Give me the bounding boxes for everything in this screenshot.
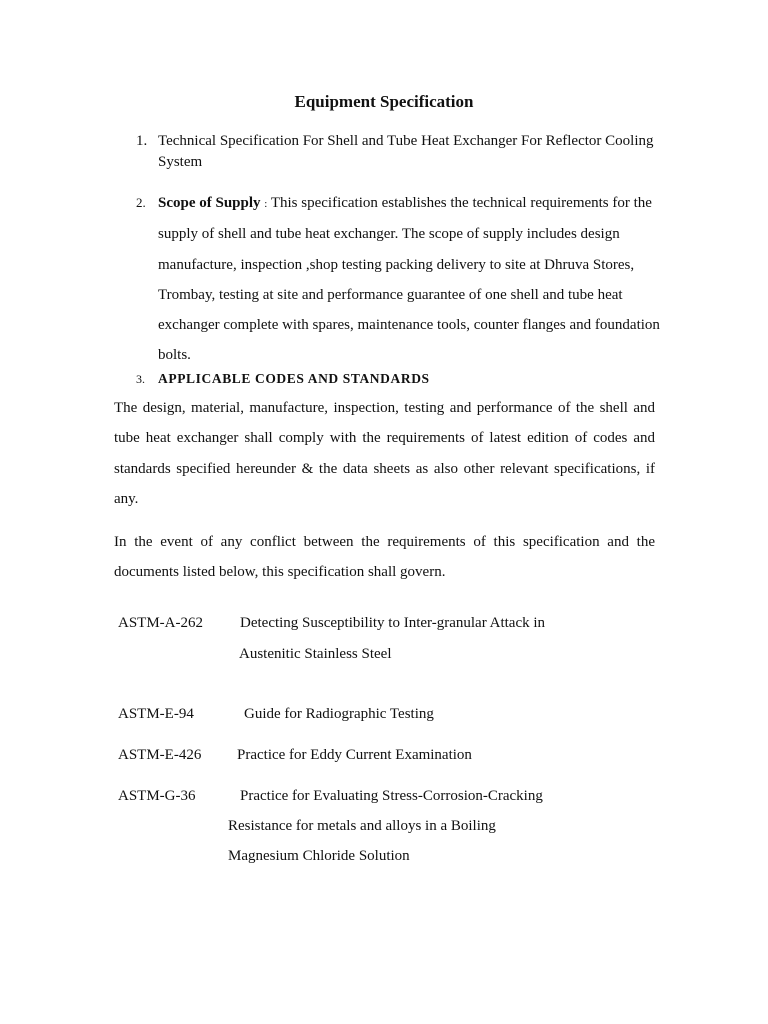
paragraph-compliance: The design, material, manufacture, inspection, testing and performance of the shell and tube heat exchanger shall comply with the requirements of latest edition of codes and standards specified hereunder & the data sheets as also other relevant specifications, if any. [114, 400, 655, 507]
scope-of-supply-label: Scope of Supply [158, 195, 261, 211]
list-item-number: 2. [136, 195, 146, 210]
document-title: Equipment Specification [294, 92, 474, 111]
list-item-text: Technical Specification For Shell and Tube Heat Exchanger For Reflector Cooling System [158, 133, 654, 170]
list-item-text [158, 188, 676, 371]
list-item-scope-of-supply [136, 188, 676, 371]
section-heading: APPLICABLE CODES AND STANDARDS [158, 371, 430, 386]
paragraph-conflict: In the event of any conflict between the requirements of this specification and the documents listed below, this specification shall govern. [114, 534, 655, 581]
list-item-technical-specification [136, 131, 676, 173]
standard-description-line: Practice for Evaluating Stress-Corrosion-Cracking [240, 788, 543, 804]
standard-description-line: Resistance for metals and alloys in a Boiling [228, 818, 496, 834]
standard-description-line: Guide for Radiographic Testing [244, 706, 434, 722]
scope-colon: : [264, 198, 268, 210]
standard-description-line: Detecting Susceptibility to Inter-granular Attack in [240, 615, 546, 631]
standard-description-line: Magnesium Chloride Solution [228, 848, 410, 864]
standard-code: ASTM-A-262 [118, 615, 203, 631]
standard-description-line: Practice for Eddy Current Examination [237, 747, 472, 763]
list-item-number: 1. [136, 133, 148, 149]
standard-code: ASTM-E-94 [118, 706, 194, 722]
list-item-number: 3. [136, 372, 145, 386]
standard-code: ASTM-E-426 [118, 747, 202, 763]
scope-of-supply-text: This specification establishes the technical requirements for the supply of shell and tube heat exchanger. The scope of supply includes design manufacture, inspection ,shop testing packing delivery to site at Dhruva Stores, Trombay, testing at site and performance guarantee of one shell and tube heat exchanger complete with spares, maintenance tools, counter flanges and foundation bolts. [158, 195, 660, 364]
standard-description-line: Austenitic Stainless Steel [239, 646, 392, 662]
list-item-applicable-codes [136, 369, 676, 389]
standard-code: ASTM-G-36 [118, 788, 196, 804]
